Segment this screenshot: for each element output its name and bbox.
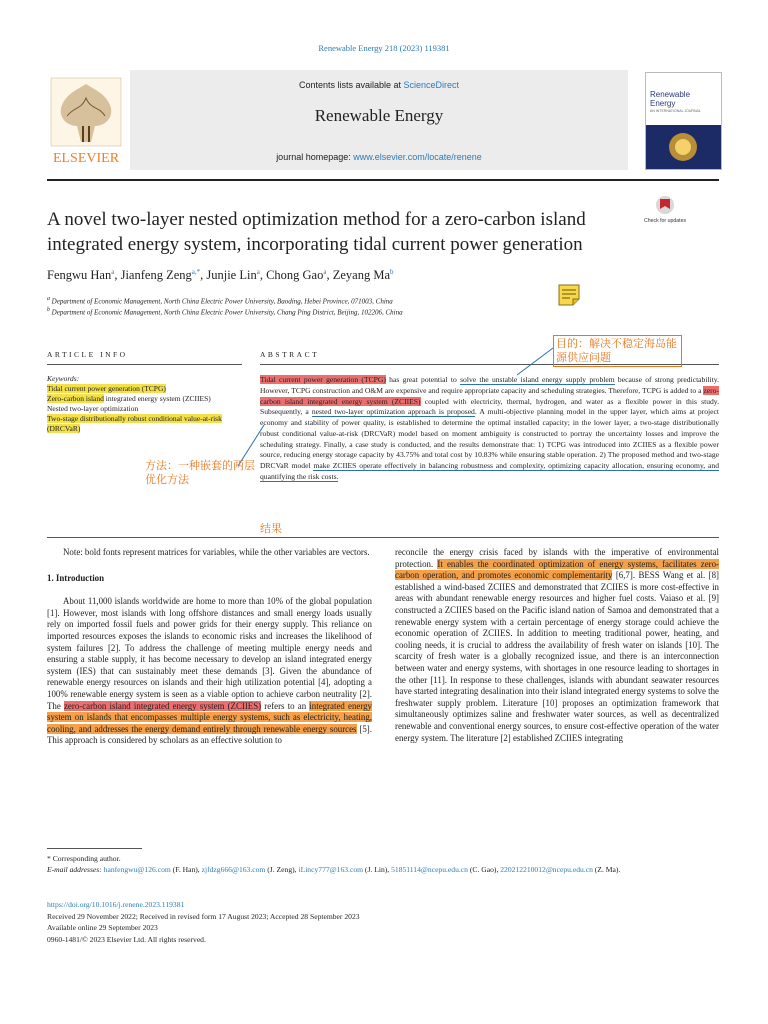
underline-aim: solve the unstable island energy supply problem [460, 375, 615, 384]
homepage-link[interactable]: www.elsevier.com/locate/renene [353, 152, 482, 162]
keyword: Zero-carbon island integrated energy system (ZCIIES) [47, 394, 211, 403]
corresponding-author-note: * Corresponding author. [47, 854, 121, 863]
abstract-bottom-rule [47, 537, 719, 538]
author[interactable]: Junjie Lin$^a$ [206, 268, 260, 283]
annotation-aim[interactable]: 目的：解决不稳定海岛能源供应问题 [553, 335, 682, 367]
cover-title: Renewable Energy [650, 90, 691, 108]
received-dates: Received 29 November 2022; Received in revised form 17 August 2023; Accepted 28 September 2023 [47, 911, 360, 921]
elsevier-logo [47, 76, 125, 166]
homepage-line [130, 152, 628, 162]
email-link[interactable]: zjfdzg666@163.com [201, 865, 266, 874]
keyword: Tidal current power generation (TCPG) [47, 384, 166, 393]
check-for-updates-button[interactable] [643, 195, 687, 229]
abstract-heading: ABSTRACT [260, 350, 320, 359]
underline-method: nested two-layer optimization approach is proposed [311, 407, 475, 417]
annotation-method[interactable]: 方法：一种嵌套的两层优化方法 [145, 459, 255, 486]
footnotes [47, 853, 719, 875]
author[interactable]: Chong Gao$^a$ [266, 268, 327, 283]
affiliation-b: $^b$ Department of Economic Management, North China Electric Power University, Chang Ping District, Beijing, 102206, China [47, 307, 403, 317]
abstract-text: Tidal current power generation (TCPG) has great potential to solve the unstable island energy supply problem because of strong predictability. However, TCPG construction and O&M are expensive and require appropriate capacity and scheduling strategies. Therefore, TCPG is added to a zero-carbon island integrated energy system (ZCIIES) coupled with electricity, thermal, hydrogen, and water as a flexible power in this study. Subsequently, a nested two-layer optimization approach is proposed. A multi-objective planning model in the upper layer, which aims at project economy and stability of power quality, is established to determine the optimal installed capacity; in the lower layer, a two-stage distributionally robust conditional value-at-risk (DRCVaR) model based on moment ambiguity is constructed to portray the uncertainty losses and improve the scheduling strategy. Finally, a case study is conducted, and the results demonstrate that: 1) TCPG was introduced into ZCIIES as a flexible power source, reducing energy storage capacity by 43.75% and total cost by 10.83% while ensuring stable operation. 2) The proposed method and two-stage DRCVaR model make ZCIIES operate effectively in balancing robustness and complexity, optimizing capacity allocation, ensuring economy, and quantifying the risk costs. [260, 375, 720, 481]
highlight-zciies-body: zero-carbon island integrated energy system (ZCIIES) [63, 700, 262, 711]
email-link[interactable]: hanfengwu@126.com [103, 865, 171, 874]
homepage-prefix: journal homepage: [276, 152, 354, 162]
sticky-note-icon[interactable] [557, 283, 581, 307]
keyword: Two-stage distributionally robust conditional value-at-risk (DRCVaR) [47, 414, 222, 433]
check-updates-label: Check for updates [643, 218, 687, 224]
journal-name: Renewable Energy [314, 106, 444, 125]
author[interactable]: Zeyang Ma$^b$ [332, 268, 394, 283]
doi-link[interactable]: https://doi.org/10.1016/j.renene.2023.119381 [47, 900, 185, 909]
underline-result: make ZCIIES operate effectively in balancing robustness and complexity, optimizing capacity allocation, ensuring economy, and quantifying the risk costs. [260, 461, 720, 481]
keywords-block [47, 374, 247, 434]
footnote-rule [47, 848, 142, 849]
journal-reference[interactable]: Renewable Energy 218 (2023) 119381 [318, 43, 450, 53]
email-addresses: E-mail addresses: hanfengwu@126.com (F. Han), zjfdzg666@163.com (J. Zeng), iLincy777@163.com (J. Lin), 51851114@ncepu.edu.cn (C. Gao), 220212210012@ncepu.edu.cn (Z. Ma). [47, 865, 621, 874]
sciencedirect-link[interactable]: ScienceDirect [403, 80, 460, 90]
highlight-zciies: zero-carbon island integrated energy system (ZCIIES) [260, 385, 719, 406]
email-link[interactable]: 220212210012@ncepu.edu.cn [500, 865, 593, 874]
highlight-benefits: It enables the coordinated optimization of energy systems, facilitates zero-carbon operation, and promotes economic complementarity [395, 558, 719, 581]
annotation-leader-lines [242, 340, 562, 480]
email-link[interactable]: iLincy777@163.com [298, 865, 364, 874]
highlight-tcpg: Tidal current power generation (TCPG) [260, 375, 386, 384]
keyword: Nested two-layer optimization [47, 404, 139, 413]
contents-prefix: Contents lists available at [298, 80, 404, 90]
annotation-result[interactable]: 结果 [260, 522, 282, 535]
intro-continued: reconcile the energy crisis faced by islands with the imperative of environmental protection. It enables the coordinated optimization of energy systems, facilitates zero-carbon operation, and promotes economic complementarity [6,7]. BESS Wang et al. [8] established a wind-based ZCIIES and demonstrated that ZCIIES is more cost-effective in areas with abundant renewable energy resources and higher fuel costs. Vaiaso et al. [9] constructed a ZCIIES based on the Pacific island nation of Samoa and demonstrated that a renewable energy system with a certain percentage of energy storage could achieve the economic operation of ZCIIES. In addition to meeting traditional power, heating, and cooling needs, it is crucial to address the availability of fresh water on islands [10]. The scarcity of fresh water is a globally recognized issue, and there is an interconnection between water and energy systems, with shortages in one resource leading to shortages in the other [11]. In response to these challenges, islands with abundant seawater resources have started integrating desalination into their island integrated energy systems to solve the freshwater supply problem. Literature [10] proposes an optimization framework that simultaneously optimizes saline and freshwater water sources, as well as decentralized renewable and conventional energy sources, to ensure cost-effective operation of the water energy system. The literature [2] established ZCIIES integrating [395, 547, 719, 743]
body-left-column [47, 547, 372, 747]
article-info-rule [47, 364, 242, 365]
email-link[interactable]: 51851114@ncepu.edu.cn [391, 865, 468, 874]
article-metadata [47, 899, 360, 945]
header-divider [47, 179, 719, 181]
cover-artwork [646, 125, 721, 169]
keywords-label: Keywords: [47, 374, 80, 383]
author[interactable]: Fengwu Han$^a$ [47, 268, 115, 283]
intro-paragraph: About 11,000 islands worldwide are home to more than 10% of the global population [1]. However, most islands with long offshore distances and small energy loads usually rely on imported fossil fuels and power grids for their energy supply. This reliance on imported resources exposes the islands to economic risks and increases the likelihood of system failures [2]. To address the challenge of meeting multiple energy needs and ensuring a stable supply, it has become necessary to develop an island integrated energy system (IES) that can sustainably meet these demands [3]. Given the abundance of renewable energy resources on islands and their high utilization potential [4], adopting a 100% renewable energy system is seen as a viable option to achieve carbon neutrality [2]. The zero-carbon island integrated energy system (ZCIIES) refers to an integrated energy system on islands that encompasses multiple energy systems, such as electricity, heating, cooling, and addresses the energy demand entirely through renewable energy sources [5]. This approach is considered by scholars as an effective solution to [47, 596, 372, 746]
article-info-heading: ARTICLE INFO [47, 350, 128, 359]
journal-cover-thumbnail[interactable] [645, 72, 722, 170]
author-list: Fengwu Han$^a$, Jianfeng Zeng$^{a,*}$, Junjie Lin$^a$, Chong Gao$^a$, Zeyang Ma$^b$ [47, 268, 394, 283]
contents-line [130, 80, 628, 90]
affiliation-a: $^a$ Department of Economic Management, North China Electric Power University, Baoding, Hebei Province, 071003, China [47, 296, 393, 306]
highlight-definition: integrated energy system on islands that encompasses multiple energy systems, such as electricity, heating, cooling, and addresses the energy demand entirely through renewable energy sources [47, 700, 372, 734]
cover-subtitle: AN INTERNATIONAL JOURNAL [650, 109, 701, 113]
author[interactable]: Jianfeng Zeng$^{a,*}$ [120, 268, 201, 283]
body-right-column [395, 547, 719, 744]
paper-title: A novel two-layer nested optimization method for a zero-carbon island integrated energy system, incorporating tidal current power generation [47, 209, 586, 255]
elsevier-wordmark: ELSEVIER [52, 151, 120, 166]
matrix-note: Note: bold fonts represent matrices for variables, while the other variables are vectors. [63, 547, 370, 557]
section-heading-introduction: 1. Introduction [47, 572, 105, 583]
available-online: Available online 29 September 2023 [47, 923, 158, 933]
copyright: 0960-1481/© 2023 Elsevier Ltd. All rights reserved. [47, 934, 206, 944]
